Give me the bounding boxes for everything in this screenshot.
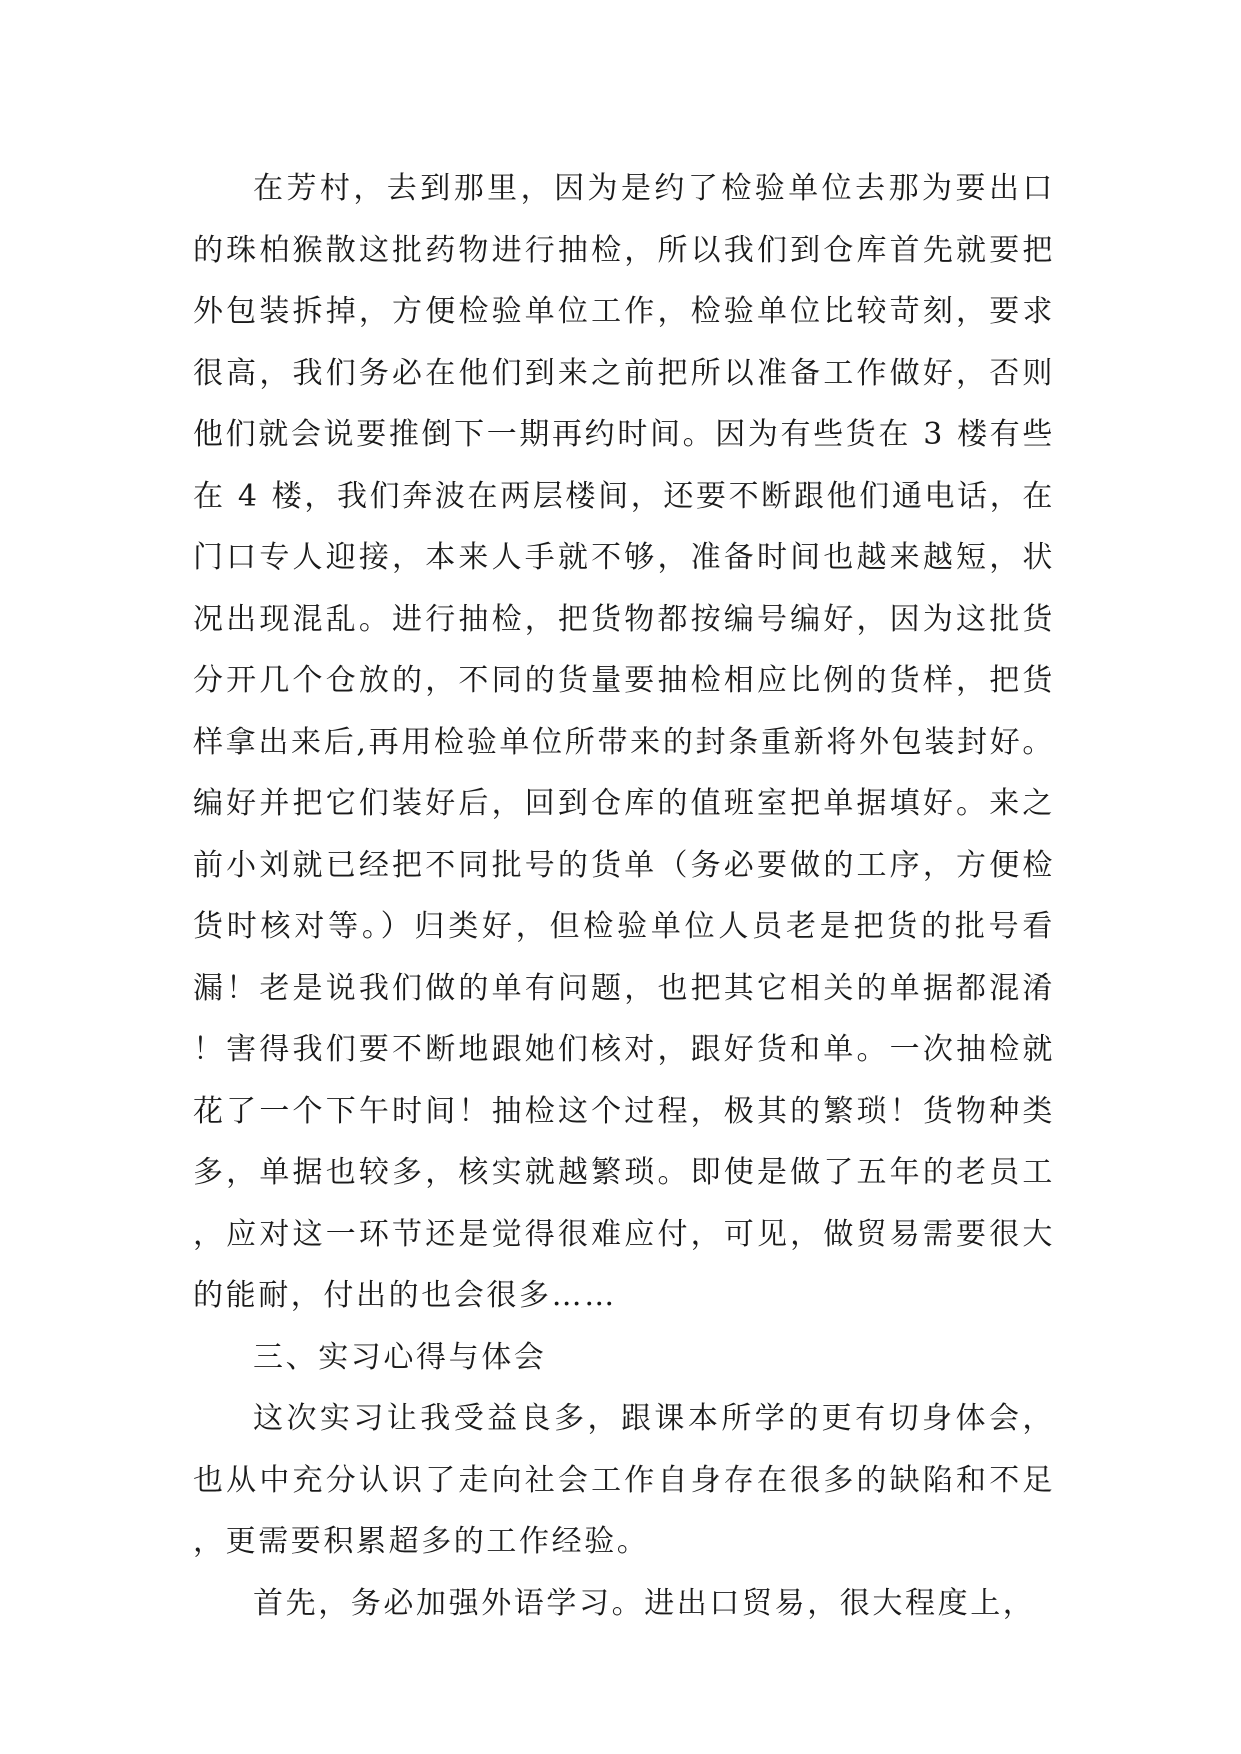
body-paragraph-inspection: 在芳村，去到那里，因为是约了检验单位去那为要出口的珠柏猴散这批药物进行抽检，所以我们到仓库首先就要把外包装拆掉，方便检验单位工作，检验单位比较苛刻，要求很高，我们务必在他们到来之前把所以准备工作做好，否则他们就会说要推倒下一期再约时间。因为有些货在 3 楼有些在 4 楼，我们奔波在两层楼间，还要不断跟他们通电话，在门口专人迎接，本来人手就不够，准备时间也越来越短，状况出现混乱。进行抽检，把货物都按编号编好，因为这批货分开几个仓放的，不同的货量要抽检相应比例的货样，把货样拿出来后,再用检验单位所带来的封条重新将外包装封好。编好并把它们装好后，回到仓库的值班室把单据填好。来之前小刘就已经把不同批号的货单（务必要做的工序，方便检货时核对等。）归类好，但检验单位人员老是把货的批号看漏！老是说我们做的单有问题，也把其它相关的单据都混淆！害得我们要不断地跟她们核对，跟好货和单。一次抽检就花了一个下午时间！抽检这个过程，极其的繁琐！货物种类多，单据也较多，核实就越繁琐。即使是做了五年的老员工，应对这一环节还是觉得很难应付，可见，做贸易需要很大的能耐，付出的也会很多……: [193, 171, 1055, 1313]
document-page: [193, 158, 1055, 1634]
body-paragraph-benefits: 这次实习让我受益良多，跟课本所学的更有切身体会，也从中充分认识了走向社会工作自身存在很多的缺陷和不足，更需要积累超多的工作经验。: [193, 1401, 1055, 1559]
body-paragraph-language: 首先，务必加强外语学习。进出口贸易，很大程度上，: [253, 1585, 1036, 1621]
section-heading-experience: 三、实习心得与体会: [253, 1339, 547, 1375]
